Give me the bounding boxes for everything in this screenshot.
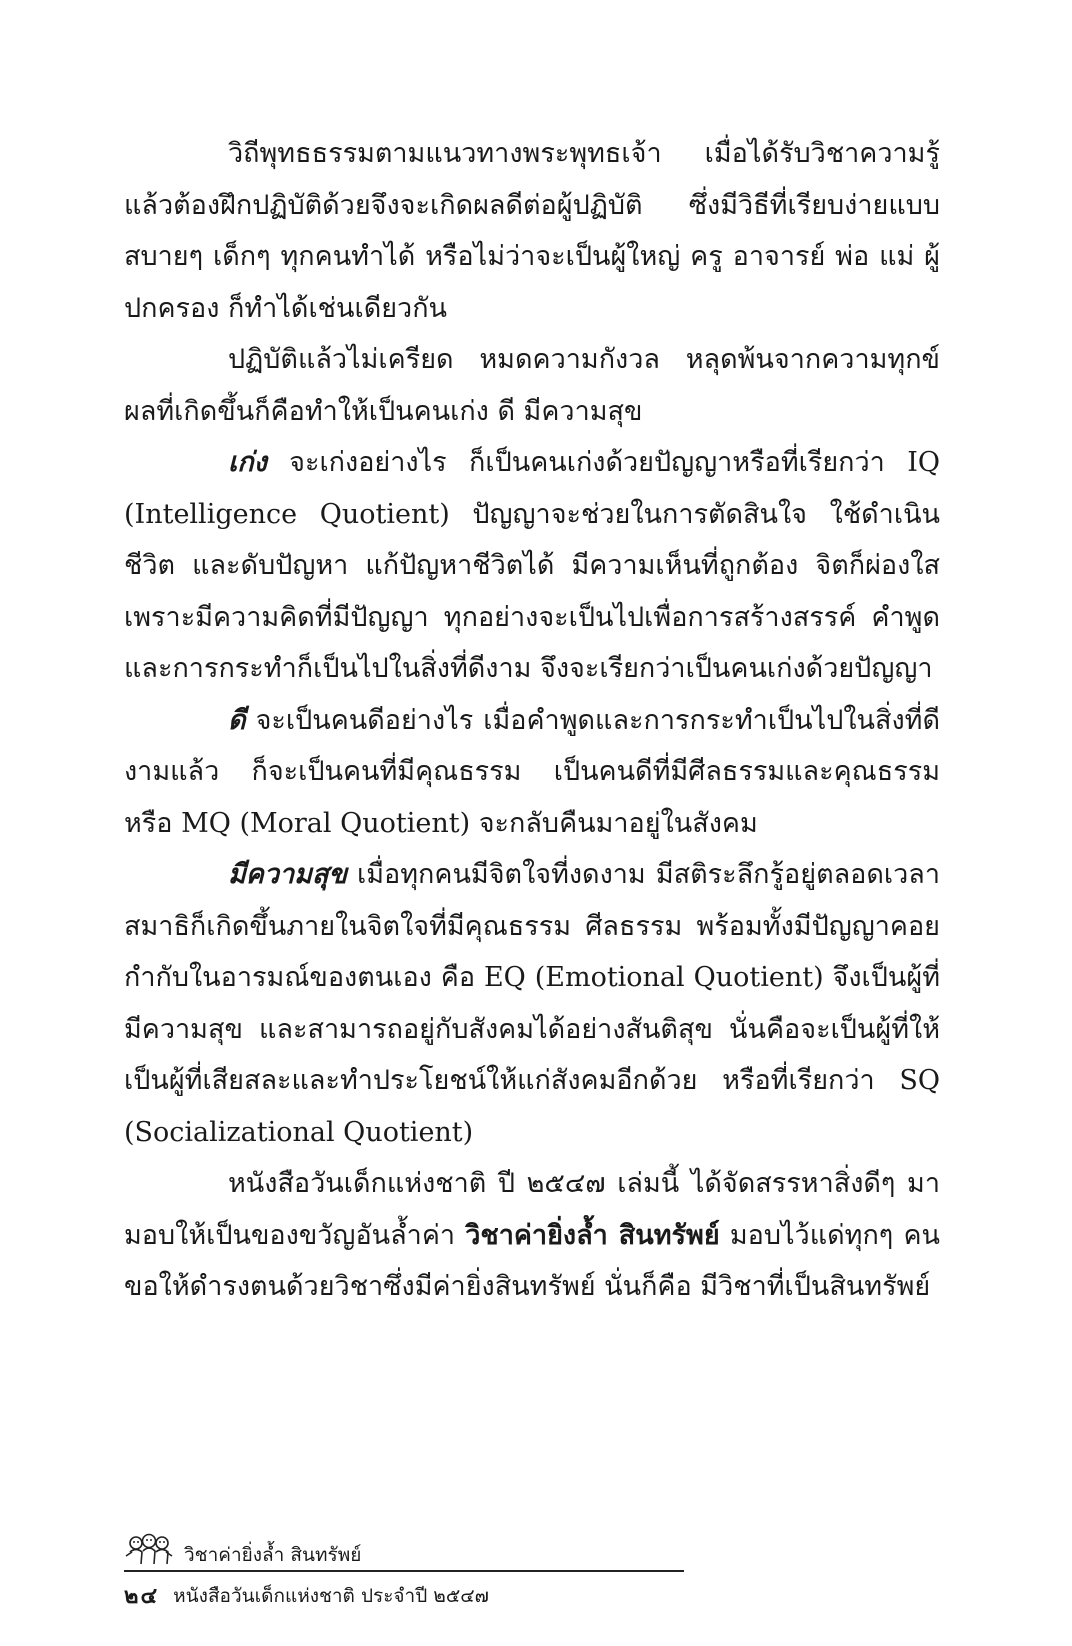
paragraph-book xyxy=(124,1158,940,1313)
paragraph-dee xyxy=(124,695,940,850)
page-body xyxy=(124,128,940,1313)
paragraph-lead: มีความสุข xyxy=(228,859,347,890)
child-mascot-icon xyxy=(124,1532,174,1566)
page-number: ๒๔ xyxy=(124,1584,160,1609)
paragraph-happiness xyxy=(124,849,940,1158)
paragraph-text: ปฏิบัติแล้วไม่เครียด หมดความกังวล หลุดพ้นจากความทุกข์ ผลที่เกิดขึ้นก็คือทำให้เป็นคนเก่ง ดี มีความสุข xyxy=(124,344,940,427)
footer-top xyxy=(124,1530,684,1572)
paragraph-text: มอบไว้แด่ทุกๆ คน ขอให้ดำรงตนด้วยวิชาซึ่งมีค่ายิ่งสินทรัพย์ นั่นก็คือ มีวิชาที่เป็นสินทรัพย์ xyxy=(124,1219,940,1302)
paragraph-text: จะเป็นคนดีอย่างไร เมื่อคำพูดและการกระทำเป็นไปในสิ่งที่ดีงามแล้ว ก็จะเป็นคนที่มีคุณธรรม เป็นคนดีที่มีศีลธรรมและคุณธรรม หรือ MQ (Moral Quotient) จะกลับคืนมาอยู่ในสังคม xyxy=(124,704,940,839)
page-footer xyxy=(124,1530,684,1613)
paragraph-text: วิถีพุทธธรรมตามแนวทางพระพุทธเจ้า เมื่อได้รับวิชาความรู้แล้วต้องฝึกปฏิบัติด้วยจึงจะเกิดผลดีต่อผู้ปฏิบัติ ซึ่งมีวิธีที่เรียบง่ายแบบสบายๆ เด็กๆ ทุกคนทำได้ หรือไม่ว่าจะเป็นผู้ใหญ่ ครู อาจารย์ พ่อ แม่ ผู้ปกครอง ก็ทำได้เช่นเดียวกัน xyxy=(124,138,940,324)
footer-bottom xyxy=(124,1578,684,1613)
paragraph-text: หนังสือวันเด็กแห่งชาติ ปี ๒๕๔๗ เล่มนี้ ได้จัดสรรหาสิ่งดีๆ มามอบให้เป็นของขวัญอันล้ำค่า xyxy=(124,1168,940,1251)
paragraph-keng xyxy=(124,437,940,695)
paragraph-practice xyxy=(124,334,940,437)
paragraph-text: เมื่อทุกคนมีจิตใจที่งดงาม มีสติระลึกรู้อยู่ตลอดเวลา สมาธิก็เกิดขึ้นภายในจิตใจที่มีคุณธรรม ศีลธรรม พร้อมทั้งมีปัญญาคอยกำกับในอารมณ์ของตนเอง คือ EQ (Emotional Quotient) จึงเป็นผู้ที่มีความสุข และสามารถอยู่กับสังคมได้อย่างสันติสุข นั่นคือจะเป็นผู้ที่ให้ เป็นผู้ที่เสียสละและทำประโยชน์ให้แก่สังคมอีกด้วย หรือที่เรียกว่า SQ (Socializational Quotient) xyxy=(124,859,940,1148)
paragraph-intro xyxy=(124,128,940,334)
paragraph-lead: ดี xyxy=(228,704,246,736)
footer-book-title: วิชาค่ายิ่งล้ำ สินทรัพย์ xyxy=(184,1544,362,1566)
footer-series-title: หนังสือวันเด็กแห่งชาติ ประจำปี ๒๕๔๗ xyxy=(173,1584,489,1607)
paragraph-text: จะเก่งอย่างไร ก็เป็นคนเก่งด้วยปัญญาหรือที่เรียกว่า IQ (Intelligence Quotient) ปัญญาจะช่วยในการตัดสินใจ ใช้ดำเนินชีวิต และดับปัญหา แก้ปัญหาชีวิตได้ มีความเห็นที่ถูกต้อง จิตก็ผ่องใส เพราะมีความคิดที่มีปัญญา ทุกอย่างจะเป็นไปเพื่อการสร้างสรรค์ คำพูดและการกระทำก็เป็นไปในสิ่งที่ดีงาม จึงจะเรียกว่าเป็นคนเก่งด้วยปัญญา xyxy=(124,447,940,684)
paragraph-lead: เก่ง xyxy=(228,447,267,478)
paragraph-emphasis: วิชาค่ายิ่งล้ำ สินทรัพย์ xyxy=(465,1219,720,1251)
